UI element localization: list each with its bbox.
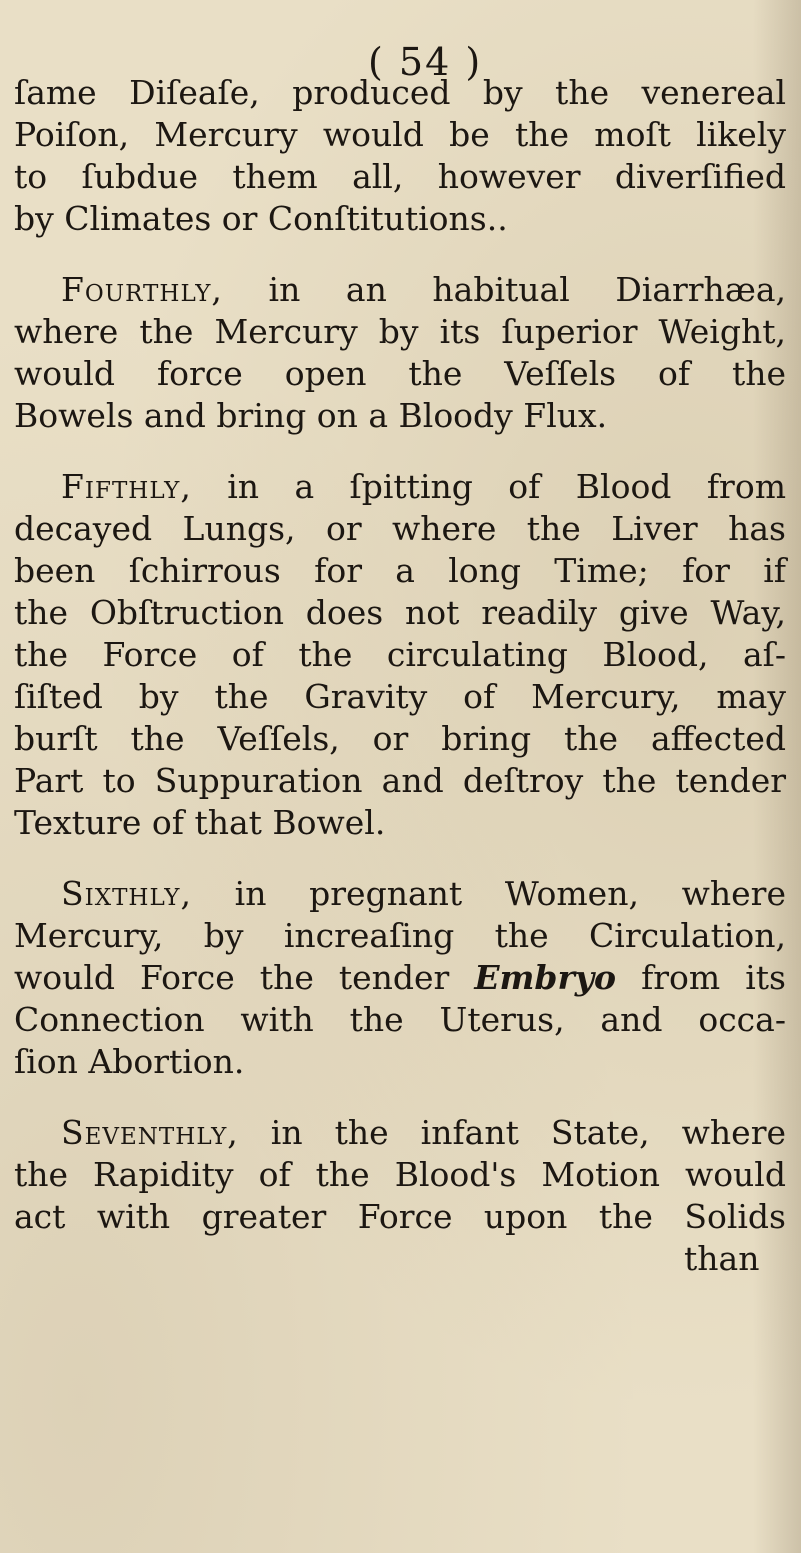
text-line: the Obſtruction does not readily give Way, — [14, 593, 786, 632]
text-line — [14, 957, 786, 999]
text-line: Mercury, by increaſing the Circulation, — [14, 916, 786, 955]
text-line — [14, 269, 786, 311]
paragraph-seventhly — [14, 1112, 786, 1238]
page-number: ( 54 ) — [368, 40, 483, 84]
paragraph-lead: Fifthly, — [61, 467, 192, 506]
text-line: by Climates or Conſtitutions.. — [14, 199, 508, 238]
text-line: Texture of that Bowel. — [14, 803, 386, 842]
text-line: Part to Suppuration and deſtroy the tender — [14, 761, 786, 800]
text-line: act with greater Force upon the Solids — [14, 1197, 786, 1236]
text-line: the Rapidity of the Blood's Motion would — [14, 1155, 786, 1194]
paragraph-1 — [14, 72, 786, 240]
text-line — [14, 466, 786, 508]
text-fragment: in an habitual Diarrhæa, — [222, 270, 786, 309]
italic-word: Embryo — [474, 958, 617, 997]
text-line — [14, 1112, 786, 1154]
text-line: ſiſted by the Gravity of Mercury, may — [14, 677, 786, 716]
text-line: to ſubdue them all, however diverſified — [14, 157, 786, 196]
paragraph-fifthly — [14, 466, 786, 844]
text-fragment: in a ſpitting of Blood from — [191, 467, 786, 506]
paragraph-lead: Sixthly, — [61, 874, 192, 913]
text-fragment: would Force the tender — [14, 958, 475, 997]
paragraph-lead: Seventhly, — [61, 1113, 239, 1152]
body-text — [14, 72, 786, 1280]
paragraph-sixthly — [14, 873, 786, 1083]
text-line: been ſchirrous for a long Time; for if — [14, 551, 786, 590]
text-line: Poiſon, Mercury would be the moſt likely — [14, 115, 786, 154]
catchword: than — [684, 1239, 760, 1278]
text-line: decayed Lungs, or where the Liver has — [14, 509, 786, 548]
text-line: Connection with the Uterus, and occa- — [14, 1000, 786, 1039]
paragraph-fourthly — [14, 269, 786, 437]
text-fragment: in pregnant Women, where — [191, 874, 786, 913]
text-fragment: in the infant State, where — [238, 1113, 786, 1152]
text-line: would force open the Veſſels of the — [14, 354, 786, 393]
text-line — [14, 873, 786, 915]
text-line: where the Mercury by its ſuperior Weight, — [14, 312, 786, 351]
text-line: ſion Abortion. — [14, 1042, 245, 1081]
text-line: Bowels and bring on a Bloody Flux. — [14, 396, 608, 435]
text-fragment: from its — [616, 958, 786, 997]
text-line: the Force of the circulating Blood, aſ- — [14, 635, 786, 674]
text-line: burſt the Veſſels, or bring the affected — [14, 719, 786, 758]
paragraph-lead: Fourthly, — [61, 270, 223, 309]
text-line: ſame Diſeaſe, produced by the venereal — [14, 73, 786, 112]
